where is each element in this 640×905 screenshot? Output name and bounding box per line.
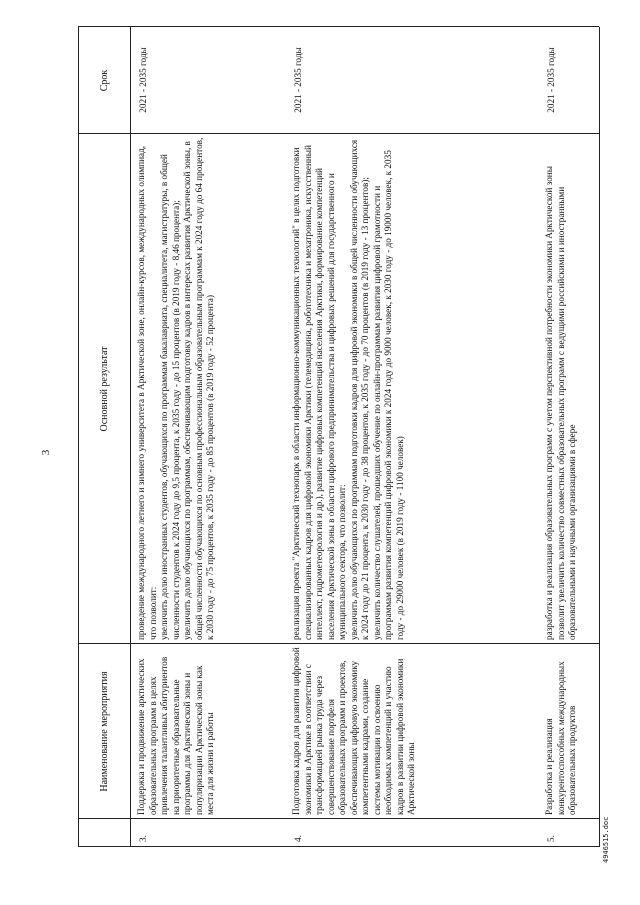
row-4-name: Подготовка кадров для развития цифровой экономики в Арктике в соответствии с трансформацией рынка труда через совершенствование портфеля образовательных программ и проектов, обеспечивающих цифровую экономику компетентными кадрами, создание системы мотивации по освоению необходимых компетенций и участию кадров в развитии цифровой экономики Арктической зоны xyxy=(291,647,416,815)
row-3-name: Поддержка и продвижение арктических образовательных программ в целях привлечения талантливых абитуриентов на приоритетные образовательные программы для Арктической зоны и популяризации Арктической зоны как места для жизни и работы xyxy=(136,656,215,815)
row-3-result-2: увеличить долю иностранных студентов, обучающихся по программам бакалавриата, специалитета, магистратуры, в общей численности студентов к 2024 году до 9,5 процента, к 2035 году - до 15 процентов (в 2019 году - 8,46 процента); xyxy=(159,154,181,640)
row-5-name: Разработка и реализация конкурентоспособных международных образовательных продуктов xyxy=(544,661,577,815)
row-3-result xyxy=(136,137,217,640)
row-5-result xyxy=(544,137,579,640)
row-3-number: 3. xyxy=(138,835,148,842)
row-4-result-3: увеличить количество слушателей, прошедших обучение по онлайн-программам развития цифровой грамотности и программам развития компетенций цифровой экономики к 2024 году до 9000 человек, к 2030 году - до 19000 человек, к 2035 году - до 29000 человек (в 2019 году - 1100 человек) xyxy=(371,150,405,640)
row-5-term: 2021 - 2035 годы xyxy=(546,47,556,113)
measures-table xyxy=(78,27,599,847)
page-number: 3 xyxy=(40,449,52,456)
row-3-result-3: увеличить долю обучающихся по программам, обеспечивающим подготовку кадров в интересах развития Арктической зоны, в общей численности обучающихся по основным профессиональным образовательным программам к 2024 году до 64 процентов, к 2030 году - до 75 процентов, к 2035 году - до 85 процентов (в 2019 году - 52 процента) xyxy=(182,137,215,640)
row-3-result-1: проведение международного летнего и зимнего университета в Арктической зоне, онлайн-курсов, международных олимпиад, что позволит: xyxy=(136,145,158,640)
header-name: Наименование мероприятия xyxy=(98,671,110,792)
document-footer: 4946515.doc xyxy=(602,816,610,863)
header-result: Основной результат xyxy=(98,346,110,432)
row-4-result-2: увеличить долю обучающихся по программам подготовки кадров для цифровой экономики в общей численности обучающихся к 2024 году до 21 процента, к 2030 году - до 38 процентов, к 2035 году - до 70 процентов (в 2019 году - 13 процентов); xyxy=(348,139,370,640)
row-4-result xyxy=(291,137,406,640)
row-4-term: 2021 - 2035 годы xyxy=(293,47,303,113)
row-5-result-1: разработка и реализация образовательных программ с учетом перспективной потребности экономики Арктической зоны позволит увеличить количество совместных образовательных программ с ведущими российскими и иностранными образовательными и научными организациями в сфере xyxy=(544,166,577,640)
row-4-result-1: реализация проекта "Арктический технопарк в области информационно-коммуникационных технологий" в целях подготовки специализированных кадров для цифровой экономики Арктики (телемедицина, робототехника и мехатроника, искусственный интеллект, гидрометеорология и др.), развитие цифровых компетенций населения Арктики, формирование компетенций населения Арктической зоны в области цифрового предпринимательства и цифровых решений для государственного и муниципального сектора, что позволит: xyxy=(291,145,347,640)
row-4-number: 4. xyxy=(293,835,303,842)
row-5-number: 5. xyxy=(546,835,556,842)
row-3-term: 2021 - 2035 годы xyxy=(138,47,148,113)
header-term: Срок xyxy=(98,69,110,92)
